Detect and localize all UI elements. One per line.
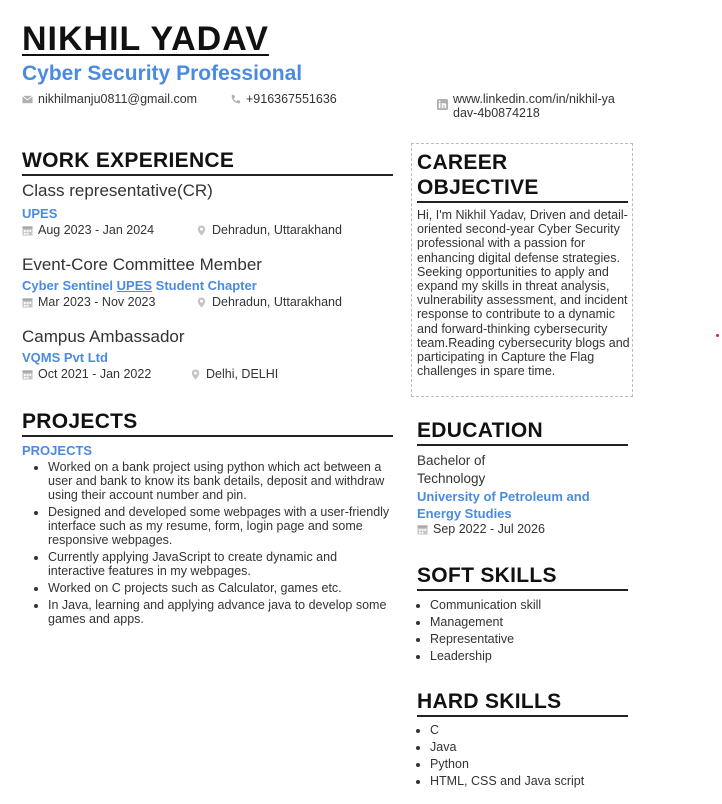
linkedin-line-1: www.linkedin.com/in/nikhil-ya xyxy=(453,92,615,106)
candidate-name: NIKHIL YADAV xyxy=(22,20,269,58)
soft-skills-list xyxy=(404,597,650,665)
calendar-icon xyxy=(22,369,33,380)
linkedin-line-2: dav-4b0874218 xyxy=(453,106,540,120)
degree-line-1: Bachelor of xyxy=(417,453,486,468)
job-dates-2 xyxy=(22,295,155,309)
linkedin-contact[interactable] xyxy=(437,92,632,120)
job-location-text-2: Dehradun, Uttarakhand xyxy=(212,295,342,309)
job-title-1: Class representative(CR) xyxy=(22,181,213,200)
hard-skills-list xyxy=(404,722,650,790)
list-item: • Representative xyxy=(430,631,650,648)
list-item: • Java xyxy=(430,739,650,756)
list-item: • Currently applying JavaScript to create dynamic and interactive features in my webpages. xyxy=(48,550,393,578)
list-item: • C xyxy=(430,722,650,739)
career-heading-line-2: OBJECTIVE xyxy=(417,176,539,199)
career-objective-heading xyxy=(417,150,628,203)
projects-list xyxy=(22,460,393,629)
email-contact[interactable] xyxy=(22,92,197,106)
job-org-1: UPES xyxy=(22,206,58,221)
job-location-text-3: Delhi, DELHI xyxy=(206,367,279,381)
location-pin-icon xyxy=(196,225,207,236)
job-org-2-suffix: Student Chapter xyxy=(152,278,257,293)
list-item: • Python xyxy=(430,756,650,773)
education-dates xyxy=(417,522,545,536)
cursor-marker xyxy=(716,334,719,337)
list-item: • Communication skill xyxy=(430,597,650,614)
job-location-1 xyxy=(196,223,342,237)
career-objective-text: Hi, I'm Nikhil Yadav, Driven and detail-oriented second-year Cyber Security professional with a passion for enhancing digital defense strategies. Seeking opportunities to apply and expand my skills in threat analysis, vulnerability assessment, and incident response to contribute to a dynamic and forward-thinking cybersecurity team.Reading cybersecurity blogs and participating in Capture the Flag challenges in spare time. xyxy=(417,208,630,379)
phone-icon xyxy=(230,94,241,105)
envelope-icon xyxy=(22,94,33,105)
job-location-3 xyxy=(190,367,278,381)
job-location-2 xyxy=(196,295,342,309)
location-pin-icon xyxy=(196,297,207,308)
linkedin-icon xyxy=(437,99,448,110)
calendar-icon xyxy=(22,225,33,236)
work-experience-heading: WORK EXPERIENCE xyxy=(22,149,393,176)
email-text: nikhilmanju0811@gmail.com xyxy=(38,92,198,106)
linkedin-text xyxy=(453,92,615,120)
job-dates-1 xyxy=(22,223,154,237)
soft-skills-heading: SOFT SKILLS xyxy=(417,564,628,591)
education-heading: EDUCATION xyxy=(417,419,628,446)
job-org-3: VQMS Pvt Ltd xyxy=(22,350,108,365)
job-role-title: Cyber Security Professional xyxy=(22,62,303,85)
list-item: • HTML, CSS and Java script xyxy=(430,773,650,790)
list-item: • Designed and developed some webpages with a user-friendly interface such as my resume, form, login page and some responsive webpages. xyxy=(48,505,393,547)
projects-subtitle: PROJECTS xyxy=(22,443,93,458)
degree-line-2: Technology xyxy=(417,471,486,486)
calendar-icon xyxy=(22,297,33,308)
job-dates-text-1: Aug 2023 - Jan 2024 xyxy=(38,223,155,237)
job-title-3: Campus Ambassador xyxy=(22,327,185,346)
list-item: • Worked on a bank project using python which act between a user and bank to know its bank details, deposit and withdraw using their account number and pin. xyxy=(48,460,393,502)
job-location-text-1: Dehradun, Uttarakhand xyxy=(212,223,342,237)
degree-text xyxy=(417,452,485,488)
job-org-2-prefix: Cyber Sentinel xyxy=(22,278,117,293)
job-title-2: Event-Core Committee Member xyxy=(22,255,262,274)
phone-text: +916367551636 xyxy=(246,92,337,106)
list-item: • Management xyxy=(430,614,650,631)
location-pin-icon xyxy=(190,369,201,380)
list-item: • Leadership xyxy=(430,648,650,665)
career-heading-line-1: CAREER xyxy=(417,151,508,174)
education-dates-text: Sep 2022 - Jul 2026 xyxy=(433,522,545,536)
calendar-icon xyxy=(417,524,428,535)
job-dates-text-3: Oct 2021 - Jan 2022 xyxy=(38,367,152,381)
job-org-2 xyxy=(22,278,257,293)
list-item: • In Java, learning and applying advance java to develop some games and apps. xyxy=(48,598,393,626)
projects-heading: PROJECTS xyxy=(22,410,393,437)
job-org-2-link[interactable]: UPES xyxy=(116,278,153,293)
hard-skills-heading: HARD SKILLS xyxy=(417,690,628,717)
phone-contact[interactable] xyxy=(230,92,337,106)
list-item: • Worked on C projects such as Calculator, games etc. xyxy=(48,581,393,595)
job-dates-3 xyxy=(22,367,151,381)
school-name: University of Petroleum and Energy Studies xyxy=(417,489,590,521)
job-dates-text-2: Mar 2023 - Nov 2023 xyxy=(38,295,156,309)
